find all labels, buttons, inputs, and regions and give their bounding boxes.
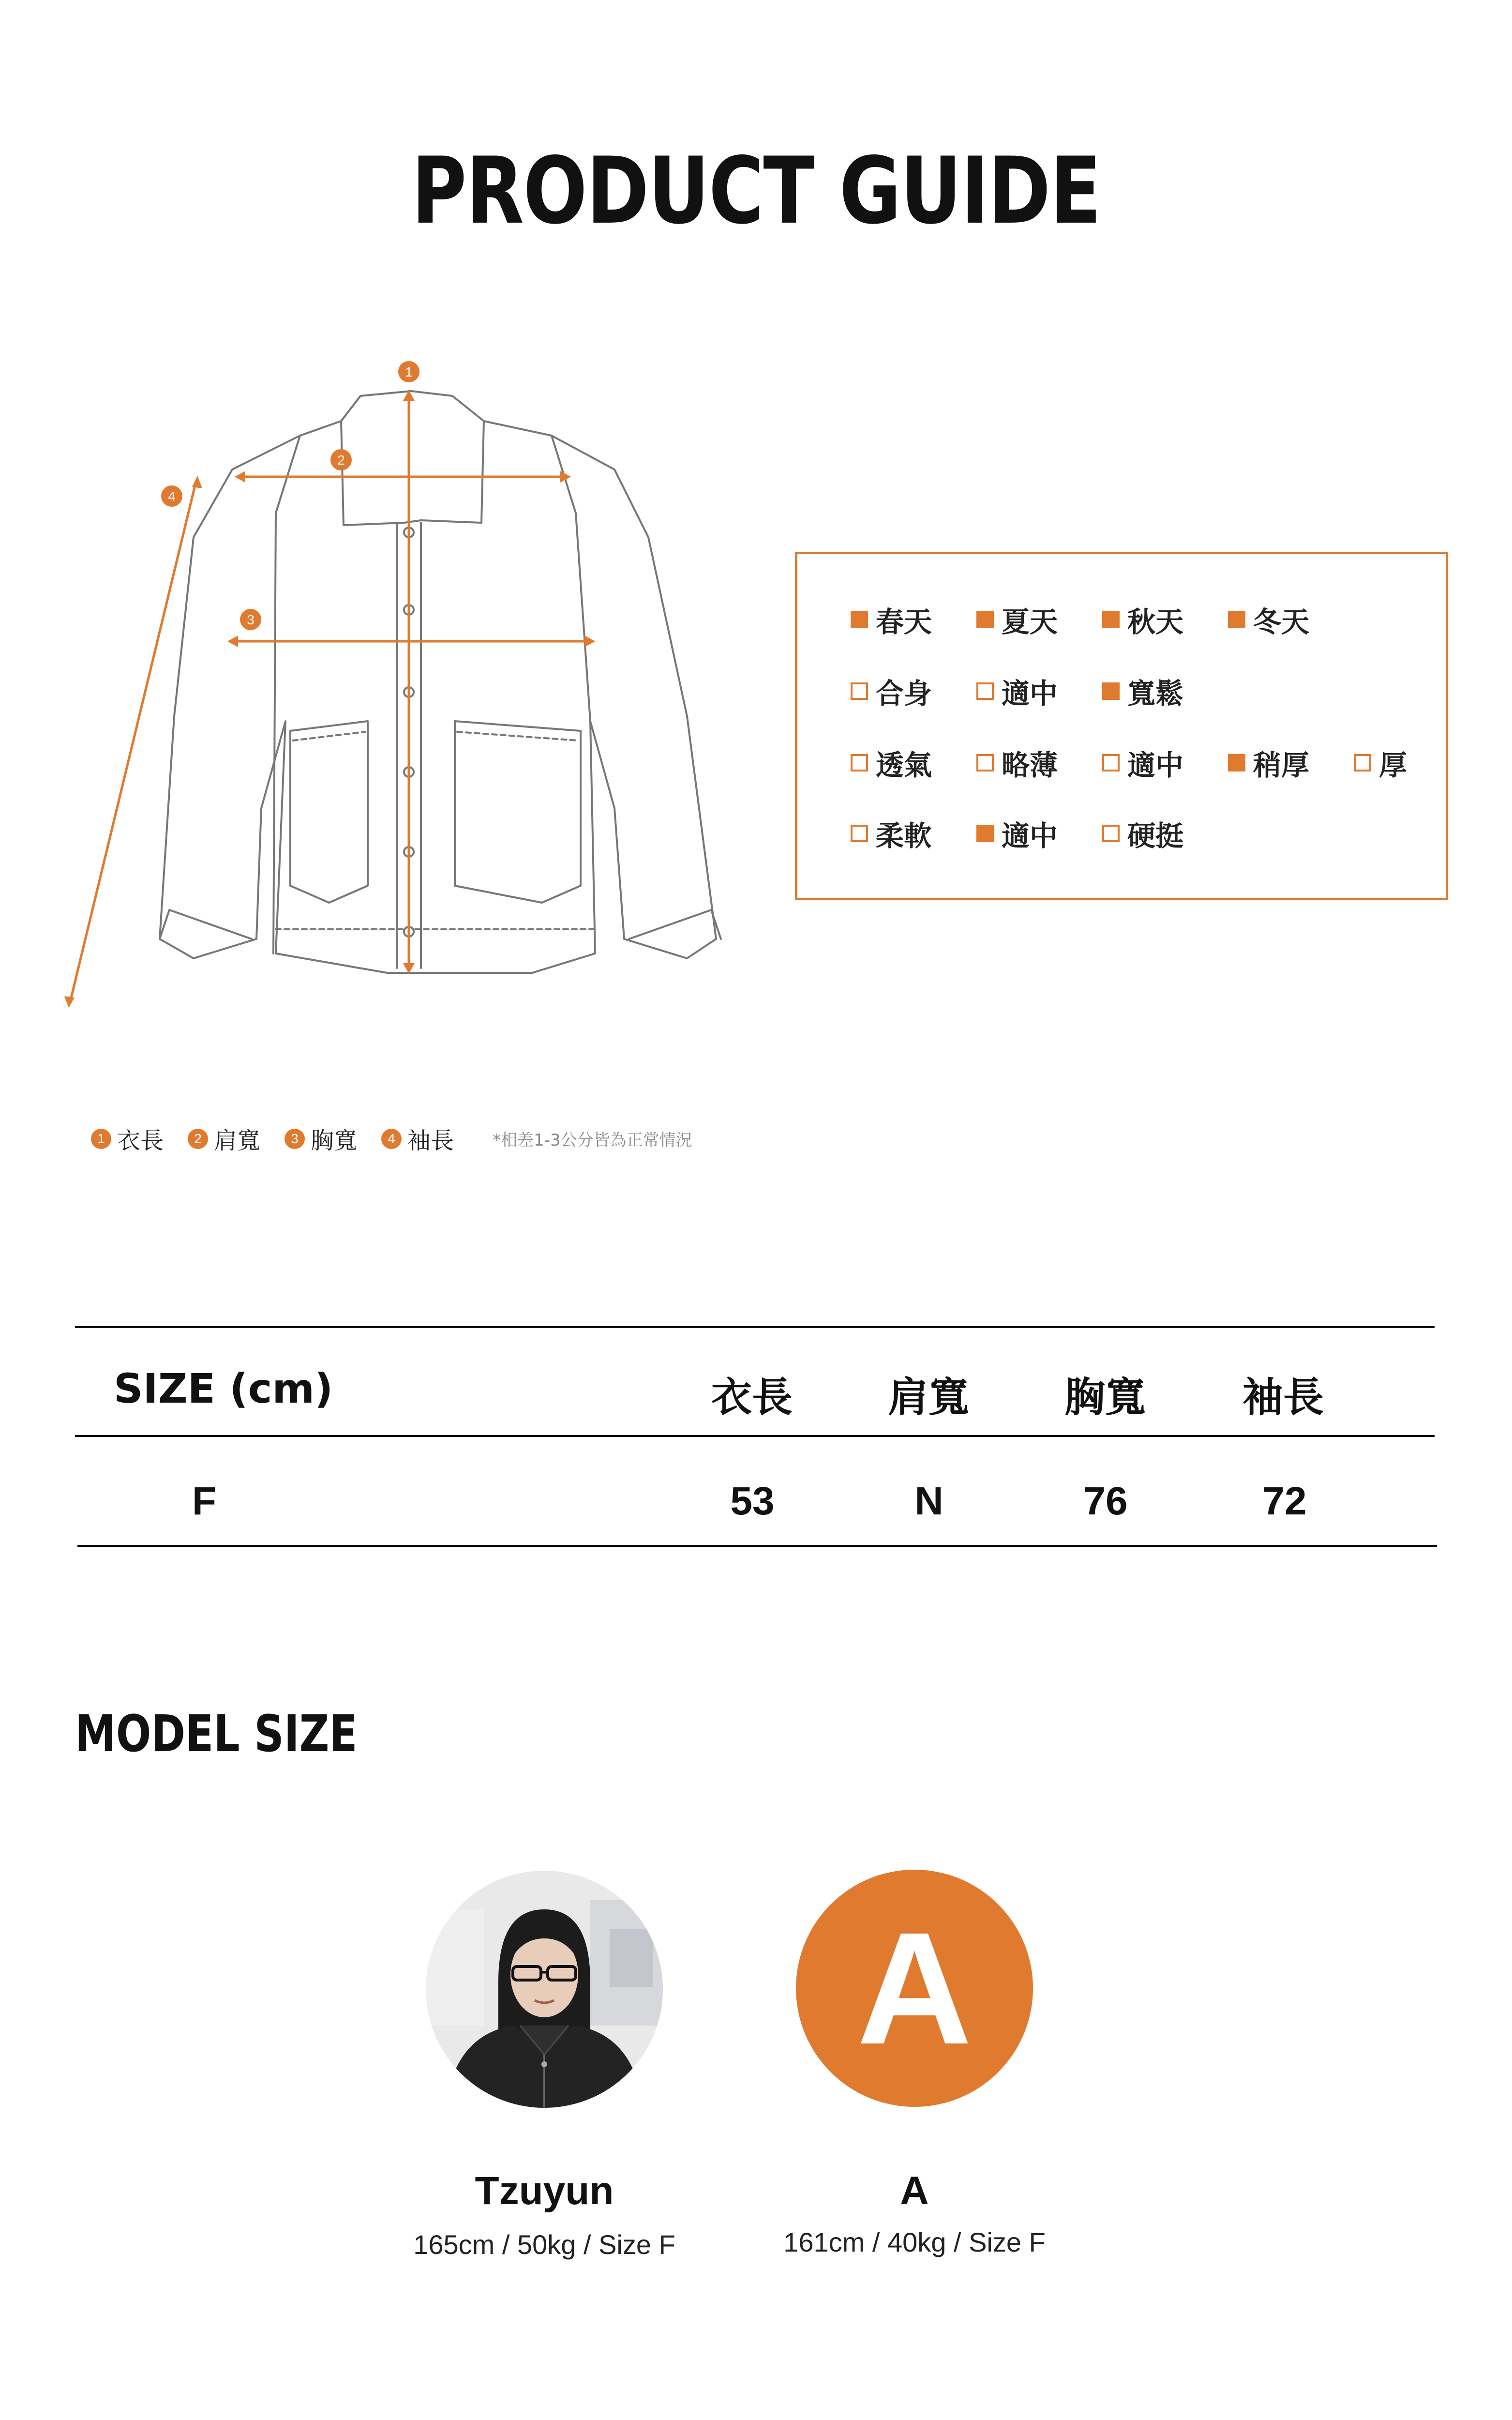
table-top-rule [75,1326,1435,1328]
table-cell-size: F [192,1479,217,1523]
attribute-box [795,552,1448,900]
checkbox-icon [1102,682,1120,700]
option-loose: 寬鬆 [1102,671,1228,711]
model-stats: 165cm / 50kg / Size F [413,2229,675,2260]
checkbox-icon [1102,825,1120,842]
length-header: 衣長 [711,1374,793,1421]
model-photo [426,1871,663,2108]
option-soft: 柔軟 [851,813,976,854]
table-bottom-rule [77,1545,1437,1547]
legend-item: 4 袖長 [381,1122,454,1155]
checkbox-icon [851,754,868,771]
marker-2-label: 2 [337,453,345,468]
model-avatar-a: A [796,1870,1033,2107]
checkbox-icon [1102,754,1120,771]
checkbox-icon [1228,611,1245,628]
marker-3-label: 3 [247,612,254,627]
tolerance-note: *相差1-3公分皆為正常情況 [493,1131,692,1150]
collar-outline [341,391,484,525]
checkbox-icon [851,611,868,628]
table-cell-chest: 76 [1083,1479,1128,1523]
checkbox-icon [976,611,994,628]
option-fit-regular: 適中 [976,671,1102,711]
model-size-title: MODEL SIZE [75,1704,358,1763]
option-winter: 冬天 [1228,599,1354,640]
option-spring: 春天 [851,599,976,640]
option-breathable: 透氣 [851,742,976,783]
measurement-legend [91,1122,692,1155]
marker-1-label: 1 [405,364,413,379]
option-thickness-regular: 適中 [1102,742,1228,783]
checkbox-icon [976,682,994,700]
option-fitted: 合身 [851,671,976,711]
option-summer: 夏天 [976,599,1102,640]
shoulder-header: 肩寬 [888,1374,970,1421]
checkbox-icon [851,682,868,700]
checkbox-icon [976,754,994,771]
checkbox-icon [1102,611,1120,628]
option-autumn: 秋天 [1102,599,1228,640]
model-photo-tzuyun [426,1871,663,2108]
fit-row [851,672,1228,711]
option-thin: 略薄 [976,742,1102,783]
table-cell-shoulder: N [914,1479,943,1523]
legend-item: 1 衣長 [91,1122,164,1155]
checkbox-icon [1354,754,1371,771]
model-name: A [900,2169,929,2213]
option-texture-regular: 適中 [976,813,1102,854]
option-slightly-thick: 稍厚 [1228,742,1354,783]
size-header: SIZE (cm) [114,1365,333,1412]
chest-header: 胸寬 [1064,1374,1146,1421]
jacket-diagram [48,339,774,1065]
model-name: Tzuyun [475,2169,614,2213]
sleeve-header: 袖長 [1243,1374,1324,1421]
texture-row [851,814,1228,853]
checkbox-icon [1228,754,1245,771]
table-header-rule [75,1435,1435,1437]
legend-item: 3 胸寬 [284,1122,357,1155]
legend-item: 2 肩寬 [188,1122,260,1155]
table-cell-length: 53 [730,1479,775,1523]
option-stiff: 硬挺 [1102,813,1228,854]
page-title: PRODUCT GUIDE [411,137,1101,244]
season-row [851,600,1354,639]
table-cell-sleeve: 72 [1262,1479,1307,1523]
checkbox-icon [851,825,868,842]
option-thick: 厚 [1354,742,1426,783]
model-stats: 161cm / 40kg / Size F [783,2227,1046,2257]
marker-4-label: 4 [168,489,176,504]
checkbox-icon [976,825,994,842]
thickness-row [851,743,1426,782]
